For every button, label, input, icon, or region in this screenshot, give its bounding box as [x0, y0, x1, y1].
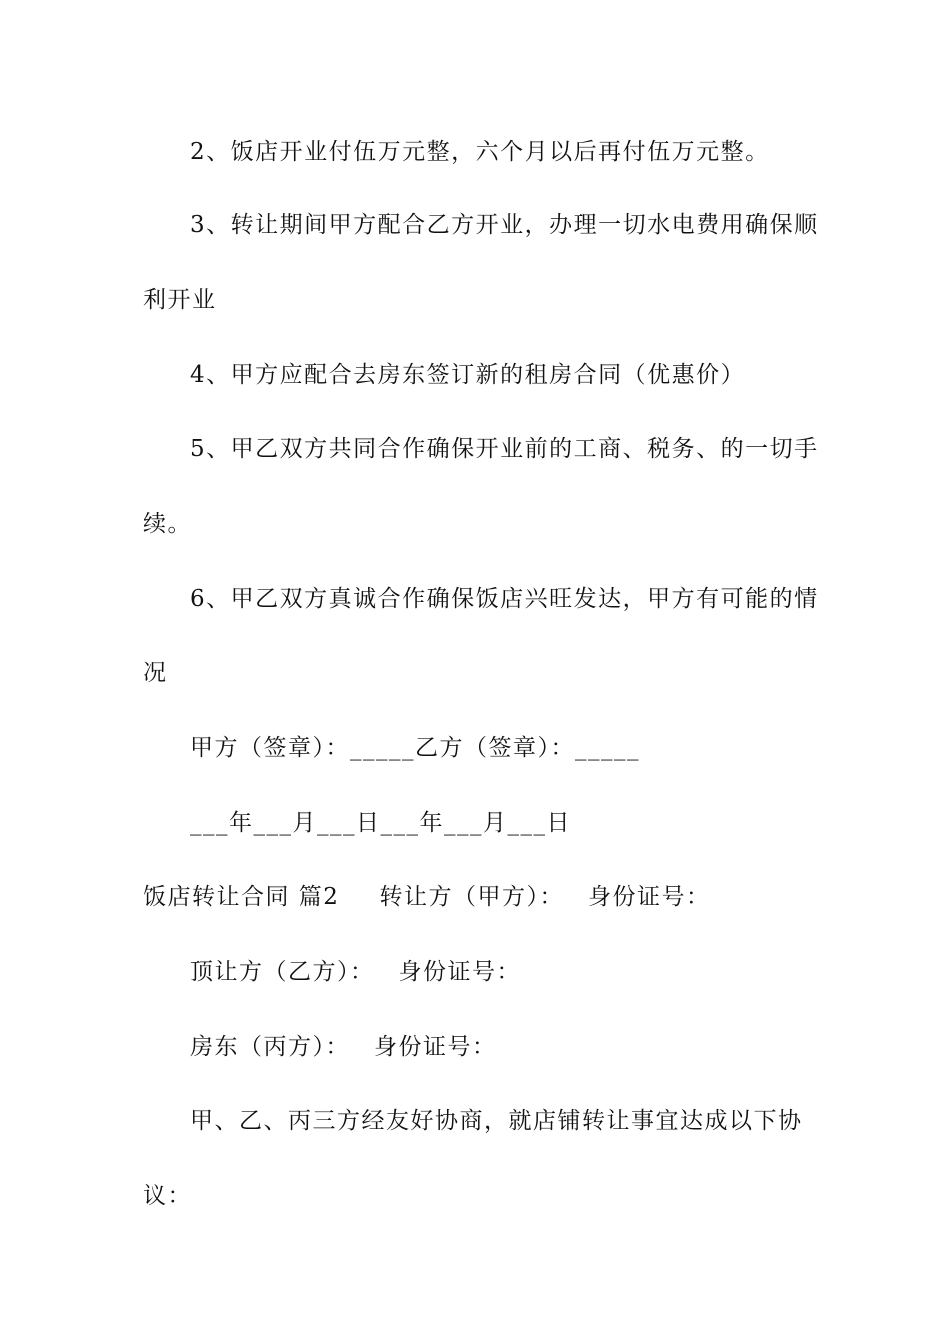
transferor-label: 转让方（甲方）： — [379, 884, 564, 910]
clause-5-line1: 5、甲乙双方共同合作确保开业前的工商、税务、的一切手 — [190, 436, 819, 462]
clause-6-line2: 况 — [143, 660, 168, 686]
transferee-label: 顶让方（乙方）： — [190, 959, 375, 985]
clause-5-line2: 续。 — [143, 511, 192, 537]
agreement-line2: 议： — [143, 1183, 192, 1209]
clause-6-line1: 6、甲乙双方真诚合作确保饭店兴旺发达，甲方有可能的情 — [190, 586, 819, 612]
signature-line: 甲方（签章）：_____乙方（签章）：_____ — [190, 735, 640, 761]
section-heading: 饭店转让合同 篇2 — [143, 884, 340, 910]
transferor-id-label: 身份证号： — [587, 884, 711, 910]
section-heading-row — [143, 882, 710, 912]
clause-3-line1: 3、转让期间甲方配合乙方开业，办理一切水电费用确保顺 — [190, 212, 819, 238]
landlord-label: 房东（丙方）： — [190, 1034, 350, 1060]
landlord-id-label: 身份证号： — [374, 1034, 497, 1060]
landlord-row — [190, 1032, 497, 1062]
clause-3-line2: 利开业 — [143, 287, 217, 313]
clause-2: 2、饭店开业付伍万元整，六个月以后再付伍万元整。 — [190, 139, 770, 165]
transferee-id-label: 身份证号： — [398, 959, 521, 985]
transferee-row — [190, 957, 521, 987]
clause-4: 4、甲方应配合去房东签订新的租房合同（优惠价） — [190, 362, 746, 388]
date-line: ___年___月___日___年___月___日 — [190, 810, 571, 836]
agreement-line1: 甲、乙、丙三方经友好协商，就店铺转让事宜达成以下协 — [190, 1108, 803, 1134]
